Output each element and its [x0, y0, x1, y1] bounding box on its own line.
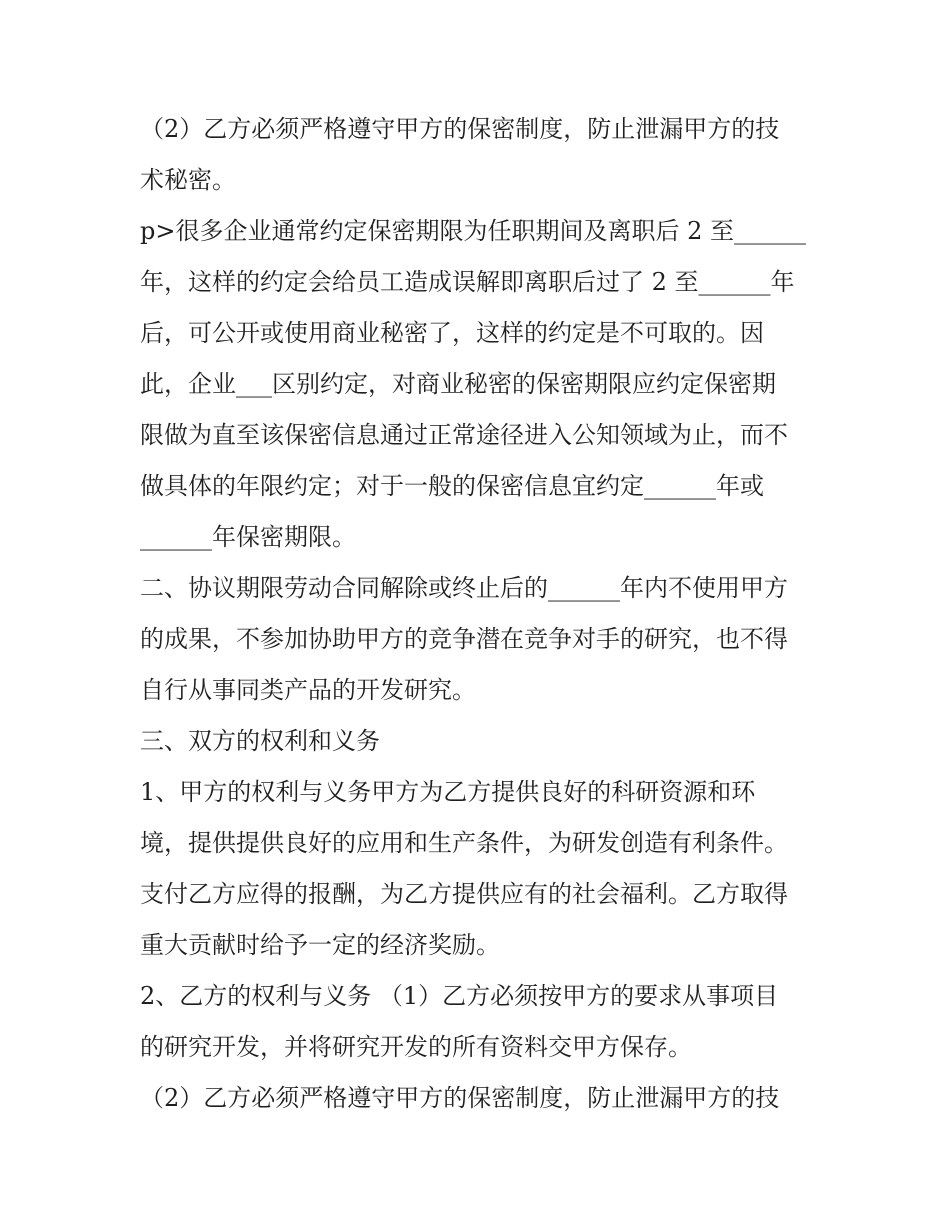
text-line: 的研究开发，并将研究开发的所有资料交甲方保存。: [140, 1033, 692, 1061]
text-line: 重大贡献时给予一定的经济奖励。: [140, 931, 500, 959]
text-line: 1、甲方的权利与义务甲方为乙方提供良好的科研资源和环: [140, 778, 756, 806]
text-line: 年，这样的约定会给员工造成误解即离职后过了 2 至______年: [140, 268, 795, 296]
text-line: 境，提供提供良好的应用和生产条件，为研发创造有利条件。: [140, 829, 788, 857]
text-line: 做具体的年限约定；对于一般的保密信息宜约定______年或: [140, 472, 764, 500]
text-line: ______年保密期限。: [140, 523, 356, 551]
text-line: （2）乙方必须严格遵守甲方的保密制度，防止泄漏甲方的技: [140, 115, 780, 143]
text-line: 此，企业___区别约定，对商业秘密的保密期限应约定保密期: [140, 370, 776, 398]
section-heading: 三、双方的权利和义务: [140, 727, 380, 755]
text-line: 二、协议期限劳动合同解除或终止后的______年内不使用甲方: [140, 574, 788, 602]
text-line: p>很多企业通常约定保密期限为任职期间及离职后 2 至______: [140, 217, 806, 245]
text-line: （2）乙方必须严格遵守甲方的保密制度，防止泄漏甲方的技: [140, 1084, 780, 1112]
text-line: 限做为直至该保密信息通过正常途径进入公知领域为止，而不: [140, 421, 788, 449]
text-line: 支付乙方应得的报酬，为乙方提供应有的社会福利。乙方取得: [140, 880, 788, 908]
text-line: 的成果，不参加协助甲方的竞争潜在竞争对手的研究，也不得: [140, 625, 788, 653]
text-line: 术秘密。: [140, 166, 236, 194]
document-body: [140, 104, 812, 1124]
text-line: 2、乙方的权利与义务 （1）乙方必须按甲方的要求从事项目: [140, 982, 779, 1010]
text-line: 后，可公开或使用商业秘密了，这样的约定是不可取的。因: [140, 319, 764, 347]
text-line: 自行从事同类产品的开发研究。: [140, 676, 476, 704]
